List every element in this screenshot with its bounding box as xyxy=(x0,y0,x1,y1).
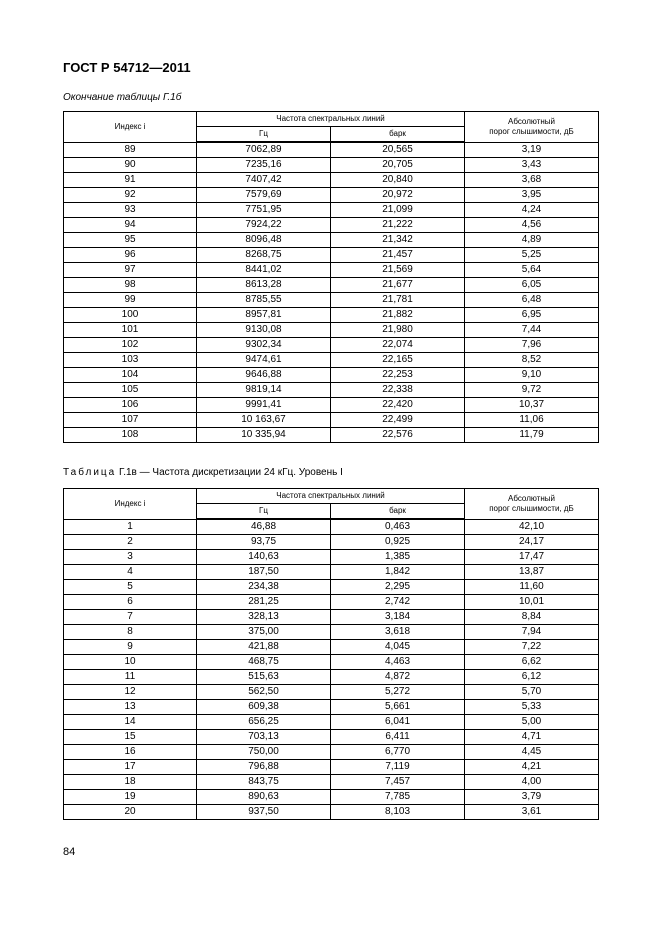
cell-threshold: 7,94 xyxy=(465,625,599,640)
cell-index: 97 xyxy=(64,263,197,278)
table-row xyxy=(64,805,599,820)
table-row xyxy=(64,188,599,203)
cell-index: 6 xyxy=(64,595,197,610)
cell-bark: 5,272 xyxy=(331,685,465,700)
cell-hz: 468,75 xyxy=(197,655,331,670)
cell-hz: 8268,75 xyxy=(197,248,331,263)
cell-bark: 20,565 xyxy=(331,142,465,158)
cell-threshold: 11,60 xyxy=(465,580,599,595)
table-row xyxy=(64,745,599,760)
cell-index: 93 xyxy=(64,203,197,218)
cell-index: 18 xyxy=(64,775,197,790)
cell-hz: 7235,16 xyxy=(197,158,331,173)
cell-index: 92 xyxy=(64,188,197,203)
table-row xyxy=(64,730,599,745)
cell-hz: 46,88 xyxy=(197,519,331,535)
table-row xyxy=(64,233,599,248)
table-row xyxy=(64,158,599,173)
header-threshold xyxy=(465,489,599,520)
cell-bark: 6,411 xyxy=(331,730,465,745)
cell-bark: 22,338 xyxy=(331,383,465,398)
cell-index: 98 xyxy=(64,278,197,293)
table-row xyxy=(64,670,599,685)
cell-hz: 750,00 xyxy=(197,745,331,760)
table-row xyxy=(64,595,599,610)
table-row xyxy=(64,142,599,158)
table-row xyxy=(64,610,599,625)
table-row xyxy=(64,398,599,413)
header-freq-group: Частота спектральных линий xyxy=(197,112,465,127)
cell-bark: 21,099 xyxy=(331,203,465,218)
cell-threshold: 3,68 xyxy=(465,173,599,188)
table-row xyxy=(64,323,599,338)
cell-index: 15 xyxy=(64,730,197,745)
cell-hz: 281,25 xyxy=(197,595,331,610)
cell-hz: 328,13 xyxy=(197,610,331,625)
cell-threshold: 4,56 xyxy=(465,218,599,233)
cell-threshold: 8,84 xyxy=(465,610,599,625)
cell-bark: 22,576 xyxy=(331,428,465,443)
table-row xyxy=(64,565,599,580)
cell-hz: 703,13 xyxy=(197,730,331,745)
cell-index: 103 xyxy=(64,353,197,368)
cell-hz: 9819,14 xyxy=(197,383,331,398)
table-row xyxy=(64,218,599,233)
cell-index: 100 xyxy=(64,308,197,323)
cell-threshold: 7,22 xyxy=(465,640,599,655)
cell-hz: 10 163,67 xyxy=(197,413,331,428)
cell-bark: 2,295 xyxy=(331,580,465,595)
table-row xyxy=(64,203,599,218)
document-title: ГОСТ Р 54712—2011 xyxy=(63,60,191,75)
cell-bark: 6,041 xyxy=(331,715,465,730)
cell-hz: 234,38 xyxy=(197,580,331,595)
cell-bark: 4,463 xyxy=(331,655,465,670)
cell-hz: 843,75 xyxy=(197,775,331,790)
cell-threshold: 6,62 xyxy=(465,655,599,670)
cell-threshold: 4,00 xyxy=(465,775,599,790)
cell-bark: 0,925 xyxy=(331,535,465,550)
table-row xyxy=(64,413,599,428)
table-row xyxy=(64,308,599,323)
table-row xyxy=(64,790,599,805)
cell-index: 108 xyxy=(64,428,197,443)
cell-threshold: 7,44 xyxy=(465,323,599,338)
cell-threshold: 24,17 xyxy=(465,535,599,550)
header-index: Индекс i xyxy=(64,489,197,520)
table-row xyxy=(64,655,599,670)
cell-bark: 20,705 xyxy=(331,158,465,173)
cell-bark: 21,980 xyxy=(331,323,465,338)
cell-index: 13 xyxy=(64,700,197,715)
cell-bark: 2,742 xyxy=(331,595,465,610)
table2-caption-prefix: Таблица xyxy=(63,467,117,478)
header-bark: барк xyxy=(331,127,465,143)
cell-threshold: 3,79 xyxy=(465,790,599,805)
cell-index: 102 xyxy=(64,338,197,353)
cell-index: 11 xyxy=(64,670,197,685)
cell-hz: 8441,02 xyxy=(197,263,331,278)
cell-bark: 21,342 xyxy=(331,233,465,248)
cell-threshold: 17,47 xyxy=(465,550,599,565)
cell-hz: 8613,28 xyxy=(197,278,331,293)
table1-caption: Окончание таблицы Г.1б xyxy=(63,92,182,103)
cell-hz: 10 335,94 xyxy=(197,428,331,443)
cell-bark: 20,972 xyxy=(331,188,465,203)
table2-caption xyxy=(63,467,343,478)
cell-threshold: 6,05 xyxy=(465,278,599,293)
cell-hz: 656,25 xyxy=(197,715,331,730)
cell-threshold: 4,24 xyxy=(465,203,599,218)
table-row xyxy=(64,428,599,443)
cell-threshold: 7,96 xyxy=(465,338,599,353)
cell-threshold: 11,79 xyxy=(465,428,599,443)
table-row xyxy=(64,685,599,700)
header-hz: Гц xyxy=(197,127,331,143)
cell-bark: 5,661 xyxy=(331,700,465,715)
cell-bark: 21,222 xyxy=(331,218,465,233)
cell-index: 107 xyxy=(64,413,197,428)
table-row xyxy=(64,760,599,775)
table-row xyxy=(64,775,599,790)
table1-body xyxy=(64,142,599,443)
cell-bark: 6,770 xyxy=(331,745,465,760)
cell-index: 9 xyxy=(64,640,197,655)
cell-index: 104 xyxy=(64,368,197,383)
cell-threshold: 5,64 xyxy=(465,263,599,278)
cell-bark: 22,420 xyxy=(331,398,465,413)
cell-bark: 21,457 xyxy=(331,248,465,263)
cell-hz: 937,50 xyxy=(197,805,331,820)
table-g1b-end xyxy=(63,111,599,443)
cell-index: 19 xyxy=(64,790,197,805)
cell-threshold: 4,71 xyxy=(465,730,599,745)
table-row xyxy=(64,263,599,278)
cell-hz: 7062,89 xyxy=(197,142,331,158)
cell-index: 91 xyxy=(64,173,197,188)
page-number: 84 xyxy=(63,846,76,858)
header-hz: Гц xyxy=(197,504,331,520)
cell-bark: 4,045 xyxy=(331,640,465,655)
table-row xyxy=(64,550,599,565)
cell-threshold: 5,33 xyxy=(465,700,599,715)
cell-hz: 9130,08 xyxy=(197,323,331,338)
cell-bark: 0,463 xyxy=(331,519,465,535)
cell-index: 106 xyxy=(64,398,197,413)
header-threshold xyxy=(465,112,599,143)
cell-index: 4 xyxy=(64,565,197,580)
cell-hz: 9302,34 xyxy=(197,338,331,353)
table-g1v xyxy=(63,488,599,820)
cell-index: 89 xyxy=(64,142,197,158)
cell-hz: 562,50 xyxy=(197,685,331,700)
table-row xyxy=(64,535,599,550)
cell-index: 10 xyxy=(64,655,197,670)
cell-threshold: 3,61 xyxy=(465,805,599,820)
cell-threshold: 3,95 xyxy=(465,188,599,203)
cell-hz: 609,38 xyxy=(197,700,331,715)
table2-caption-rest: Г.1в — Частота дискретизации 24 кГц. Уровень I xyxy=(116,467,343,478)
cell-hz: 8096,48 xyxy=(197,233,331,248)
cell-index: 17 xyxy=(64,760,197,775)
table-row xyxy=(64,293,599,308)
cell-index: 5 xyxy=(64,580,197,595)
cell-threshold: 5,25 xyxy=(465,248,599,263)
cell-bark: 22,165 xyxy=(331,353,465,368)
cell-bark: 22,499 xyxy=(331,413,465,428)
cell-threshold: 11,06 xyxy=(465,413,599,428)
cell-hz: 187,50 xyxy=(197,565,331,580)
cell-bark: 1,842 xyxy=(331,565,465,580)
cell-hz: 9991,41 xyxy=(197,398,331,413)
cell-hz: 421,88 xyxy=(197,640,331,655)
cell-bark: 4,872 xyxy=(331,670,465,685)
cell-hz: 9474,61 xyxy=(197,353,331,368)
cell-index: 90 xyxy=(64,158,197,173)
cell-hz: 7407,42 xyxy=(197,173,331,188)
cell-index: 96 xyxy=(64,248,197,263)
cell-threshold: 9,72 xyxy=(465,383,599,398)
cell-hz: 8785,55 xyxy=(197,293,331,308)
cell-index: 1 xyxy=(64,519,197,535)
cell-bark: 22,253 xyxy=(331,368,465,383)
cell-bark: 7,785 xyxy=(331,790,465,805)
table-row xyxy=(64,173,599,188)
cell-index: 94 xyxy=(64,218,197,233)
cell-threshold: 3,43 xyxy=(465,158,599,173)
cell-index: 95 xyxy=(64,233,197,248)
cell-hz: 93,75 xyxy=(197,535,331,550)
cell-index: 12 xyxy=(64,685,197,700)
table-row xyxy=(64,383,599,398)
cell-bark: 21,781 xyxy=(331,293,465,308)
table-row xyxy=(64,278,599,293)
table-row xyxy=(64,640,599,655)
cell-hz: 9646,88 xyxy=(197,368,331,383)
cell-index: 7 xyxy=(64,610,197,625)
cell-hz: 375,00 xyxy=(197,625,331,640)
table-row xyxy=(64,700,599,715)
cell-bark: 7,119 xyxy=(331,760,465,775)
cell-index: 99 xyxy=(64,293,197,308)
cell-index: 14 xyxy=(64,715,197,730)
cell-bark: 22,074 xyxy=(331,338,465,353)
cell-index: 101 xyxy=(64,323,197,338)
table-row xyxy=(64,580,599,595)
cell-bark: 21,882 xyxy=(331,308,465,323)
cell-threshold: 4,21 xyxy=(465,760,599,775)
cell-threshold: 9,10 xyxy=(465,368,599,383)
table-row xyxy=(64,519,599,535)
cell-bark: 3,618 xyxy=(331,625,465,640)
cell-threshold: 5,70 xyxy=(465,685,599,700)
cell-hz: 140,63 xyxy=(197,550,331,565)
table-row xyxy=(64,368,599,383)
cell-bark: 1,385 xyxy=(331,550,465,565)
cell-hz: 7579,69 xyxy=(197,188,331,203)
cell-hz: 796,88 xyxy=(197,760,331,775)
cell-bark: 7,457 xyxy=(331,775,465,790)
cell-bark: 21,569 xyxy=(331,263,465,278)
cell-threshold: 3,19 xyxy=(465,142,599,158)
cell-threshold: 10,37 xyxy=(465,398,599,413)
cell-index: 16 xyxy=(64,745,197,760)
cell-threshold: 13,87 xyxy=(465,565,599,580)
cell-hz: 890,63 xyxy=(197,790,331,805)
cell-bark: 8,103 xyxy=(331,805,465,820)
cell-threshold: 6,95 xyxy=(465,308,599,323)
cell-threshold: 4,89 xyxy=(465,233,599,248)
header-freq-group: Частота спектральных линий xyxy=(197,489,465,504)
cell-bark: 21,677 xyxy=(331,278,465,293)
cell-bark: 20,840 xyxy=(331,173,465,188)
header-index: Индекс i xyxy=(64,112,197,143)
header-threshold-line1: Абсолютный xyxy=(508,493,555,503)
header-threshold-line1: Абсолютный xyxy=(508,116,555,126)
cell-bark: 3,184 xyxy=(331,610,465,625)
cell-hz: 8957,81 xyxy=(197,308,331,323)
cell-threshold: 10,01 xyxy=(465,595,599,610)
cell-hz: 515,63 xyxy=(197,670,331,685)
cell-threshold: 6,48 xyxy=(465,293,599,308)
header-threshold-line2: порог слышимости, дБ xyxy=(489,503,574,513)
header-threshold-line2: порог слышимости, дБ xyxy=(489,126,574,136)
table-row xyxy=(64,625,599,640)
table-row xyxy=(64,248,599,263)
cell-threshold: 42,10 xyxy=(465,519,599,535)
cell-threshold: 4,45 xyxy=(465,745,599,760)
cell-index: 3 xyxy=(64,550,197,565)
cell-index: 8 xyxy=(64,625,197,640)
table2-body xyxy=(64,519,599,820)
table-row xyxy=(64,353,599,368)
cell-hz: 7751,95 xyxy=(197,203,331,218)
cell-hz: 7924,22 xyxy=(197,218,331,233)
cell-index: 105 xyxy=(64,383,197,398)
table-row xyxy=(64,715,599,730)
table-row xyxy=(64,338,599,353)
cell-threshold: 5,00 xyxy=(465,715,599,730)
header-bark: барк xyxy=(331,504,465,520)
cell-threshold: 6,12 xyxy=(465,670,599,685)
cell-index: 2 xyxy=(64,535,197,550)
cell-index: 20 xyxy=(64,805,197,820)
cell-threshold: 8,52 xyxy=(465,353,599,368)
